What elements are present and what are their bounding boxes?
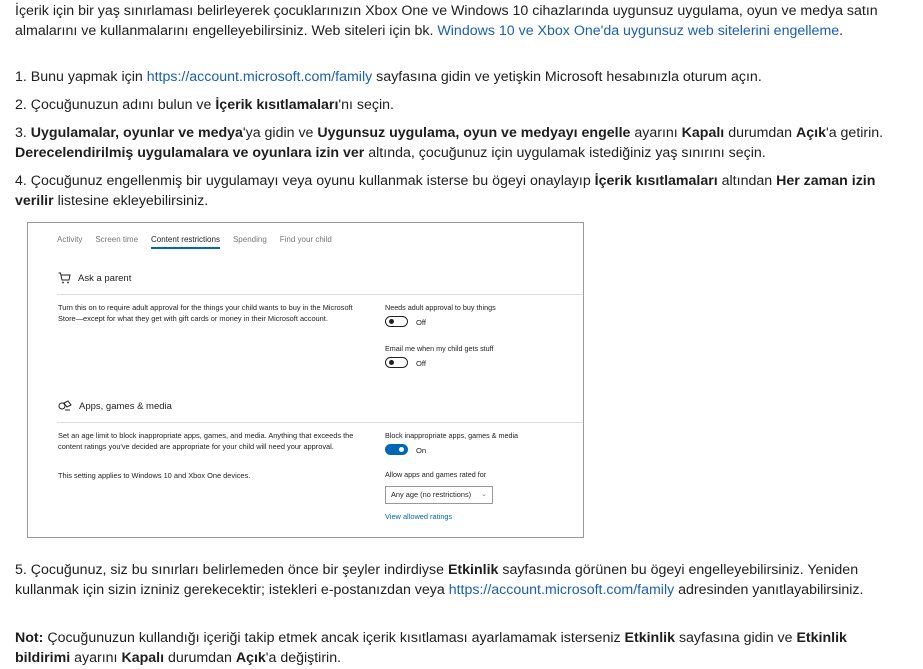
adult-approval-toggle[interactable] — [385, 316, 408, 327]
intro-paragraph — [15, 1, 905, 42]
step-5-text: 5. Çocuğunuz, siz bu sınırları belirlemeden önce bir şeyler indirdiyse — [15, 562, 448, 578]
step-2-text: 2. Çocuğunuzun adını bulun ve — [15, 97, 216, 113]
step-4-text: altından — [717, 173, 777, 189]
intro-end: . — [839, 23, 844, 40]
note-text: ayarını — [70, 650, 122, 667]
section-divider — [57, 422, 583, 423]
age-rating-value: Any age (no restrictions) — [391, 490, 472, 499]
note-bold: Etkinlik — [624, 630, 675, 646]
ask-parent-title: Ask a parent — [78, 272, 132, 284]
allow-rated-label: Allow apps and games rated for — [385, 470, 487, 479]
step-4-bold: Her zaman izin verilir — [15, 173, 876, 210]
step-3-text: 'ya gidin ve — [242, 125, 318, 141]
toggle-knob — [389, 360, 394, 365]
step-4-text: 4. Çocuğunuz engellenmiş bir uygulamayı veya oyunu kullanmak isterse bu ögeyi onaylayıp — [15, 173, 595, 189]
adult-approval-state: Off — [416, 318, 426, 327]
step-4 — [15, 171, 905, 212]
toggle-knob — [389, 319, 394, 324]
step-4-text: listesine ekleyebilirsiniz. — [53, 193, 209, 210]
adult-approval-label: Needs adult approval to buy things — [385, 303, 496, 312]
step-1-text: 1. Bunu yapmak için — [15, 69, 147, 85]
age-rating-select[interactable] — [385, 486, 493, 504]
note-text: durumdan — [164, 650, 236, 667]
chevron-down-icon: ⌄ — [481, 491, 487, 498]
note-text: sayfasına gidin ve — [675, 630, 797, 646]
apps-devices-note: This setting applies to Windows 10 and Xbox One devices. — [58, 471, 251, 480]
tab-activity[interactable]: Activity — [57, 235, 83, 244]
step-3-bold: Kapalı — [681, 125, 725, 141]
tab-spending[interactable]: Spending — [232, 235, 267, 244]
step-3-text: ayarını — [630, 125, 682, 141]
step-5-text: sayfasında görünen bu ögeyi engelleyebilirsiniz. Yeniden kullanmak için sizin izniniz gerekecektir; istekleri e-postanızdan veya — [15, 562, 859, 599]
step-3-bold: Uygulamalar, oyunlar ve medya — [30, 125, 243, 141]
family-account-link[interactable]: https://account.microsoft.com/family — [146, 69, 373, 85]
step-3-text: altında, çocuğunuz için uygulamak istediğiniz yaş sınırını seçin. — [364, 145, 766, 162]
section-divider — [57, 294, 583, 295]
step-3 — [15, 123, 905, 164]
note-label: Not: — [15, 630, 44, 646]
step-4-bold: İçerik kısıtlamaları — [594, 173, 718, 189]
email-me-toggle[interactable] — [385, 357, 408, 368]
tab-screen-time[interactable]: Screen time — [95, 235, 139, 244]
step-2-text-end: 'nı seçin. — [338, 97, 394, 113]
content-restrictions-screenshot — [27, 222, 584, 538]
family-tabs — [57, 235, 345, 249]
apps-games-heading — [58, 400, 172, 412]
tab-find-your-child[interactable]: Find your child — [279, 235, 332, 244]
note-bold: Açık — [235, 650, 266, 667]
step-2-bold: İçerik kısıtlamaları — [215, 97, 339, 113]
step-3-bold: Açık — [796, 125, 826, 141]
apps-games-title: Apps, games & media — [79, 400, 172, 412]
note-text: 'a değiştirin. — [265, 650, 342, 667]
block-apps-toggle[interactable] — [385, 444, 408, 455]
email-me-state: Off — [416, 359, 426, 368]
step-2 — [15, 95, 905, 115]
step-3-text: durumdan — [724, 125, 797, 141]
email-me-label: Email me when my child gets stuff — [385, 344, 494, 353]
step-3-number: 3. — [15, 125, 31, 141]
view-allowed-ratings-link[interactable]: View allowed ratings — [385, 512, 453, 521]
step-5-text-end: adresinden yanıtlayabilirsiniz. — [674, 582, 864, 599]
step-3-text: 'a getirin. — [826, 125, 884, 141]
intro-text: İçerik için bir yaş sınırlaması belirleyerek çocuklarınızın Xbox One ve Windows 10 cihazlarında uygunsuz uygulama, oyun ve medya satın almalarını ve kullanmalarını engelleyebilirsiniz. Web siteleri için bk. — [15, 3, 878, 40]
block-websites-link[interactable]: Windows 10 ve Xbox One'da uygunsuz web sitelerini engelleme — [437, 23, 840, 40]
note-text: Çocuğunuzun kullandığı içeriği takip etmek ancak içerik kısıtlaması ayarlamamak isterseniz — [43, 630, 625, 646]
step-1 — [15, 67, 905, 87]
cart-icon — [58, 272, 71, 284]
note-bold: Etkinlik bildirimi — [15, 630, 847, 667]
step-5-bold: Etkinlik — [447, 562, 499, 578]
note-paragraph — [15, 628, 905, 669]
step-1-text-end: sayfasına gidin ve yetişkin Microsoft hesabınızla oturum açın. — [372, 69, 762, 85]
apps-description: Set an age limit to block inappropriate apps, games, and media. Anything that exceeds the content ratings you've decided are appropriate for your child will need your approval. — [58, 431, 354, 451]
apps-games-icon — [58, 400, 72, 412]
step-3-bold: Uygunsuz uygulama, oyun ve medyayı engelle — [317, 125, 631, 141]
step-3-bold: Derecelendirilmiş uygulamalara ve oyunlara izin ver — [15, 145, 365, 162]
family-account-link[interactable]: https://account.microsoft.com/family — [448, 582, 675, 599]
block-apps-label: Block inappropriate apps, games & media — [385, 431, 519, 440]
step-5 — [15, 560, 905, 601]
tab-content-restrictions[interactable]: Content restrictions — [151, 235, 220, 249]
block-apps-state: On — [416, 446, 427, 455]
toggle-knob — [399, 447, 404, 452]
note-bold: Kapalı — [121, 650, 165, 667]
ask-parent-description: Turn this on to require adult approval for the things your child wants to buy in the Microsoft Store—except for what they get with gift cards or money in their Microsoft account. — [58, 303, 353, 323]
ask-parent-heading — [58, 272, 131, 284]
